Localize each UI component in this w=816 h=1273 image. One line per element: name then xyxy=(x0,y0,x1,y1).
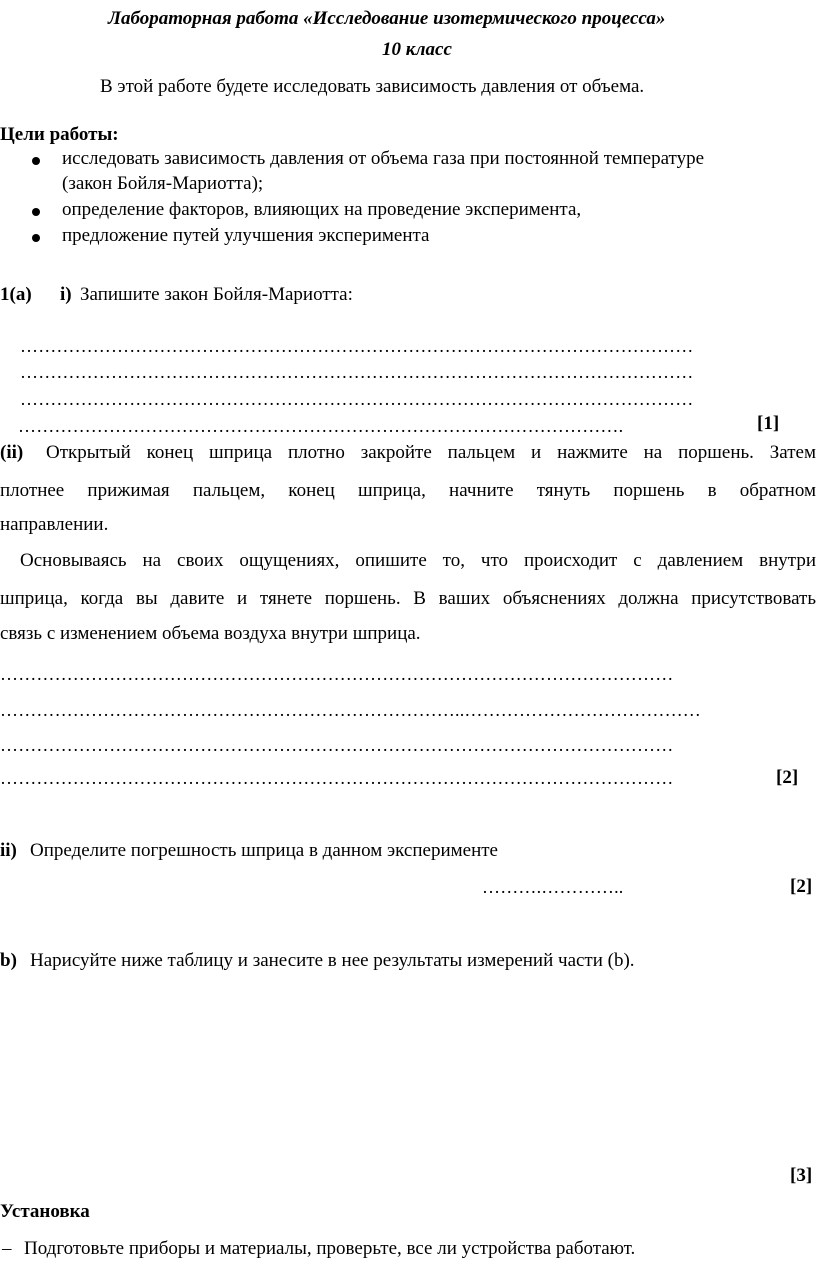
question-paragraph: Основываясь на своих ощущениях, опишите то, что происходит с давлением внутри xyxy=(20,550,816,571)
question-text: Открытый конец шприца плотно закройте пальцем и нажмите на поршень. Затем xyxy=(46,442,816,463)
question-part-label: i) xyxy=(60,284,72,305)
question-part-label: ii) xyxy=(0,840,17,861)
setup-item: Подготовьте приборы и материалы, проверьте, все ли устройства работают. xyxy=(24,1238,636,1259)
dash-marker: – xyxy=(2,1238,12,1259)
grade-label: 10 класс xyxy=(382,39,452,60)
goal-item: предложение путей улучшения эксперимента xyxy=(62,225,430,246)
intro-text: В этой работе будете исследовать зависимость давления от объема. xyxy=(100,76,645,97)
question-number: 1(a) xyxy=(0,284,32,305)
answer-line: ………………………………………………………………………………………………… xyxy=(20,389,694,409)
question-text: направлении. xyxy=(0,514,109,535)
question-text: Определите погрешность шприца в данном эксперименте xyxy=(30,840,498,861)
goal-item: определение факторов, влияющих на проведение эксперимента, xyxy=(62,199,582,220)
page-title: Лабораторная работа «Исследование изотермического процесса» xyxy=(108,8,666,29)
marks-label: [2] xyxy=(790,876,813,897)
bullet-icon xyxy=(32,208,40,216)
answer-line: ………………………………………………………………………………………………… xyxy=(0,735,674,755)
answer-line: ………………………………………………………………………………………. xyxy=(18,416,624,436)
goal-item-continuation: (закон Бойля-Мариотта); xyxy=(62,173,264,194)
question-part-label: b) xyxy=(0,950,17,971)
bullet-icon xyxy=(32,234,40,242)
answer-line: …………………………………………………………………..………………………………… xyxy=(0,700,701,720)
question-text: Запишите закон Бойля-Мариотта: xyxy=(80,284,353,305)
bullet-icon xyxy=(32,157,40,165)
marks-label: [3] xyxy=(790,1165,813,1186)
question-paragraph: связь с изменением объема воздуха внутри шприца. xyxy=(0,623,421,644)
section-heading: Установка xyxy=(0,1201,90,1222)
question-paragraph: шприца, когда вы давите и тянете поршень. В ваших объяснениях должна присутствовать xyxy=(0,588,816,609)
goal-item: исследовать зависимость давления от объема газа при постоянной температуре xyxy=(62,148,705,169)
question-text: Нарисуйте ниже таблицу и занесите в нее результаты измерений части (b). xyxy=(30,950,635,971)
goals-heading: Цели работы: xyxy=(0,124,119,145)
answer-line: ………………………………………………………………………………………………… xyxy=(20,362,694,382)
answer-line: ……….………….. xyxy=(482,877,624,897)
marks-label: [2] xyxy=(776,767,799,788)
question-part-label: (ii) xyxy=(0,442,24,463)
marks-label: [1] xyxy=(757,413,780,434)
question-text: плотнее прижимая пальцем, конец шприца, начните тянуть поршень в обратном xyxy=(0,480,816,501)
answer-line: ………………………………………………………………………………………………… xyxy=(0,768,674,788)
answer-line: ………………………………………………………………………………………………… xyxy=(20,336,694,356)
answer-line: ………………………………………………………………………………………………… xyxy=(0,664,674,684)
